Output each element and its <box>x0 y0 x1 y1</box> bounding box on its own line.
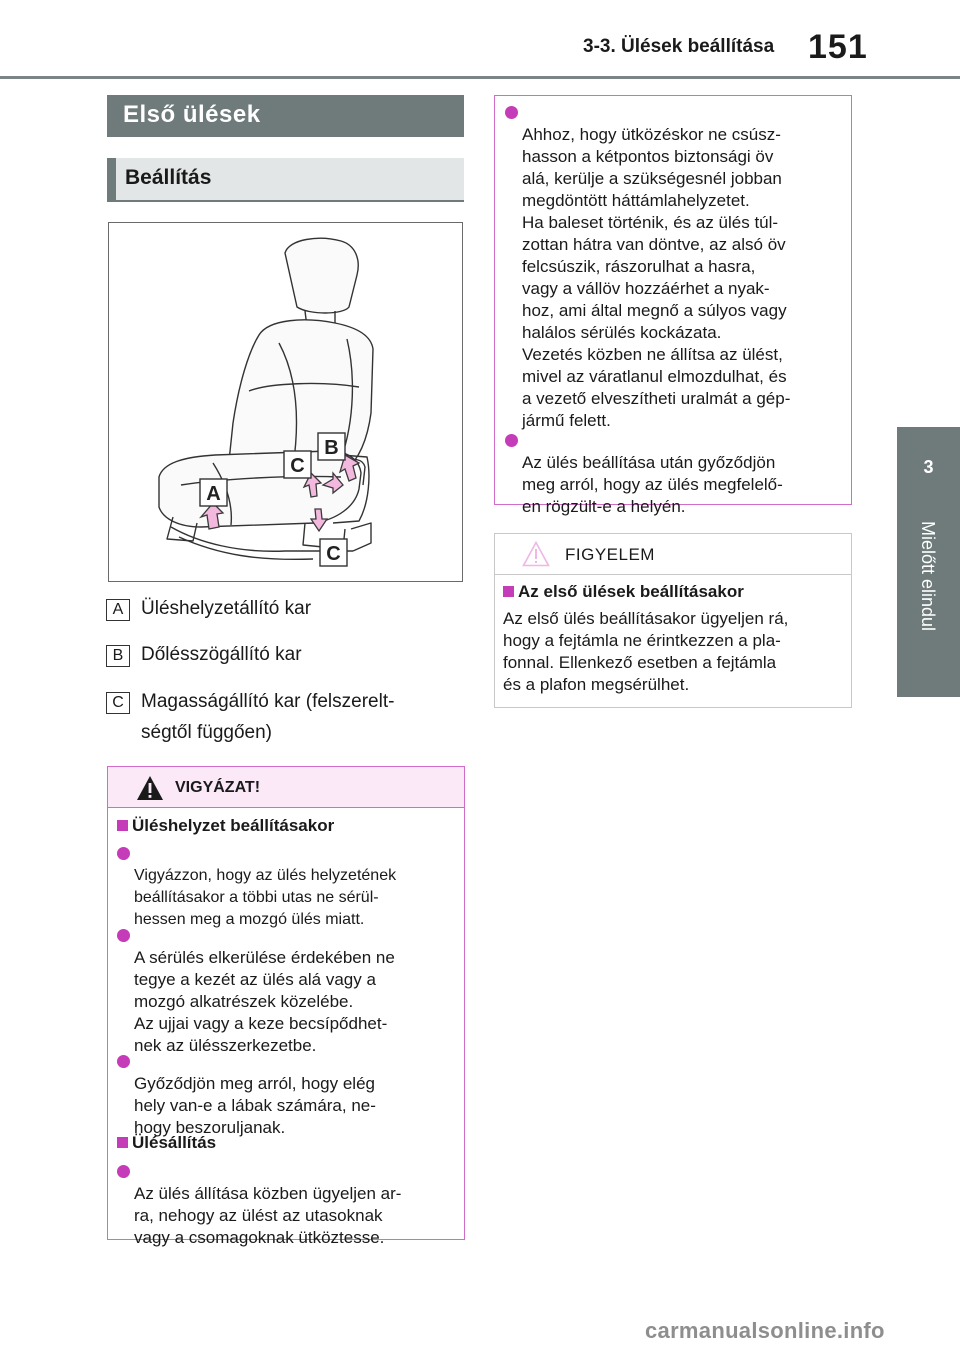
notice-triangle-icon <box>522 541 550 567</box>
caution-item <box>522 102 847 432</box>
caution-item-text: Az ülés beállítása után győződjön meg arról, hogy az ülés megfelelő- en rögzült-e a helyén. <box>522 453 783 516</box>
seat-drawing <box>109 223 464 583</box>
notice-box <box>494 533 852 708</box>
chapter-tab-label: Mielőtt elindul <box>918 521 938 632</box>
notice-header <box>495 534 851 575</box>
page-number: 151 <box>808 28 868 66</box>
caution-title: VIGYÁZAT! <box>175 779 261 796</box>
caution-box <box>107 766 465 1247</box>
legend-text-c: Magasságállító kar (felszerelt- <box>141 691 395 712</box>
header-divider <box>0 76 960 79</box>
figure-label-b: B <box>324 437 339 459</box>
notice-title: FIGYELEM <box>565 545 655 564</box>
sub-heading: Beállítás <box>107 158 464 202</box>
caution-item <box>134 925 459 1057</box>
chapter-tab[interactable] <box>897 507 960 697</box>
legend-text-b: Dőlésszögállító kar <box>141 644 302 665</box>
section-title: 3-3. Ülések beállítása <box>583 36 775 57</box>
figure-label-c-upper: C <box>290 455 305 477</box>
chapter-tab-number[interactable]: 3 <box>897 427 960 507</box>
watermark: carmanualsonline.info <box>645 1318 885 1343</box>
caution-item <box>134 1161 459 1249</box>
figure-label-a: A <box>206 483 221 505</box>
notice-body: Az első ülés beállításakor ügyeljen rá, hogy a fejtámla ne érintkezzen a pla- fonnal. Ellenkező esetben a fejtámla és a plafon megsérülhet. <box>503 609 789 694</box>
caution-section-1-title: Üléshelyzet beállításakor <box>117 816 334 836</box>
legend-key-b: B <box>106 645 130 667</box>
caution-item-text: Győződjön meg arról, hogy elég hely van-e a lábak számára, ne- hogy beszoruljanak. <box>134 1074 376 1137</box>
caution-item <box>134 1051 459 1139</box>
main-heading: Első ülések <box>107 95 464 137</box>
legend-text-c-cont: ségtől függően) <box>141 722 272 743</box>
notice-section-title: Az első ülések beállításakor <box>503 582 744 602</box>
caution-section-2-title: Ülésállítás <box>117 1133 216 1153</box>
caution-item-text: Vigyázzon, hogy az ülés helyzetének beállításakor a többi utas ne sérül- hessen meg a mozgó ülés miatt. <box>134 867 397 928</box>
caution-item <box>134 843 459 931</box>
figure-label-c-lower: C <box>326 543 341 565</box>
caution-header <box>108 767 464 808</box>
seat-illustration <box>108 222 463 582</box>
caution-item-text: A sérülés elkerülése érdekében ne tegye a kezét az ülés alá vagy a mozgó alkatrészek közelébe. Az ujjai vagy a keze becsípődhet- nek az ülésszerkezetbe. <box>134 948 395 1055</box>
caution-item-text: Ahhoz, hogy ütközéskor ne csúsz- hasson a kétpontos biztonsági öv alá, kerülje a szükségesnél jobban megdöntött háttámlahelyzetet. Ha baleset történik, és az ülés túl- zottan hátra van döntve, az alsó öv felcsúszik, rászorulhat a hasra, vagy a vállöv hozzáérhet a nyak- hoz, ami által megnő a súlyos vagy halálos sérülés kockázata. Vezetés közben ne állítsa az ülést, mivel az váratlanul elmozdulhat, és a vezető elveszítheti uralmát a gép- jármű felett. <box>522 125 791 430</box>
legend-text-a: Üléshelyzetállító kar <box>141 598 312 619</box>
legend-key-a: A <box>106 599 130 621</box>
caution-continued-box <box>494 95 852 516</box>
caution-item-text: Az ülés állítása közben ügyeljen ar- ra, nehogy az ülést az utasoknak vagy a csomagoknak ütköztesse. <box>134 1184 402 1247</box>
warning-triangle-icon <box>136 775 164 801</box>
caution-item <box>522 430 847 518</box>
legend-key-c: C <box>106 692 130 714</box>
